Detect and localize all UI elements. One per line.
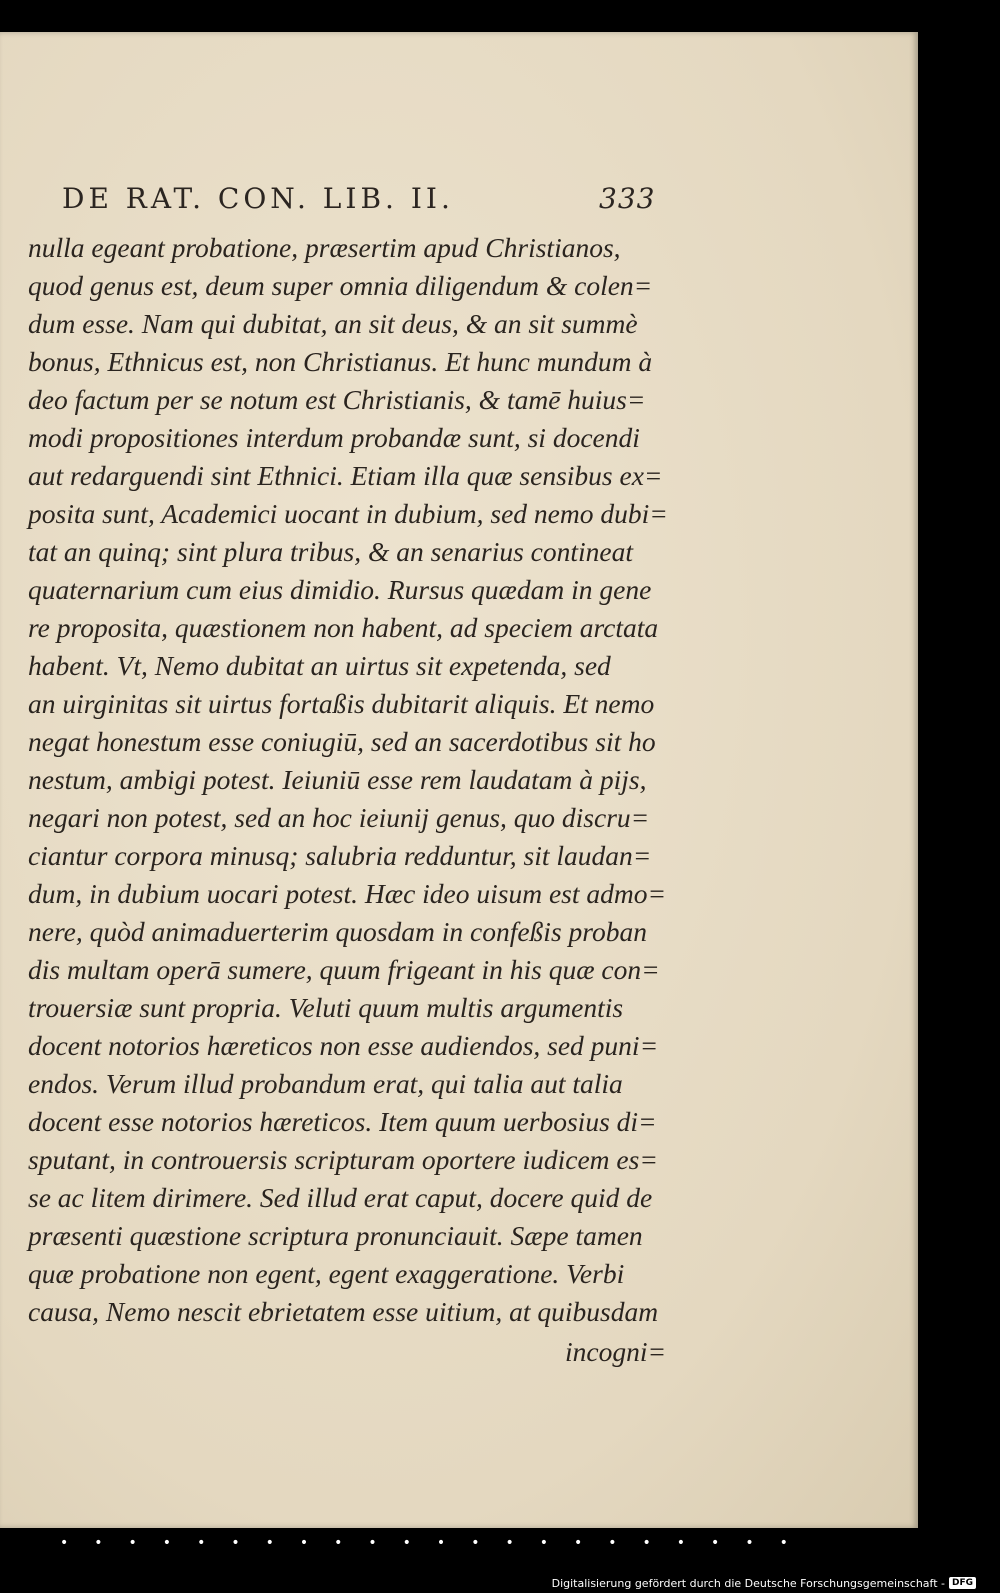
book-page — [0, 32, 918, 1528]
text-line: nere, quòd animaduerterim quosdam in confeßis proban — [28, 916, 647, 947]
text-line: posita sunt, Academici uocant in dubium, sed nemo dubi= — [28, 498, 668, 529]
text-line: præsenti quæstione scriptura pronunciauit. Sæpe tamen — [28, 1220, 643, 1251]
body-text — [28, 229, 688, 1331]
scan-edge-dots: • • • • • • • • • • • • • • • • • • • • • • — [60, 1535, 788, 1551]
text-line: negari non potest, sed an hoc ieiunij genus, quo discru= — [28, 802, 650, 833]
dfg-logo-icon: DFG — [949, 1577, 976, 1589]
page-number: 333 — [599, 182, 656, 215]
text-line: ciantur corpora minusq; salubria redduntur, sit laudan= — [28, 840, 652, 871]
text-line: dis multam operā sumere, quum frigeant in his quæ con= — [28, 954, 660, 985]
text-line: trouersiæ sunt propria. Veluti quum multis argumentis — [28, 992, 624, 1023]
text-line: quaternarium cum eius dimidio. Rursus quædam in gene — [28, 574, 652, 605]
text-line: habent. Vt, Nemo dubitat an uirtus sit expetenda, sed — [28, 650, 611, 681]
catchword: incogni= — [565, 1336, 667, 1367]
text-line: dum, in dubium uocari potest. Hæc ideo uisum est admo= — [28, 878, 667, 909]
text-line: sputant, in controuersis scripturam oportere iudicem es= — [28, 1144, 658, 1175]
text-line: docent esse notorios hæreticos. Item quum uerbosius di= — [28, 1106, 657, 1137]
text-line: modi propositiones interdum probandæ sunt, si docendi — [28, 422, 640, 453]
footer-text: Digitalisierung gefördert durch die Deutsche Forschungsgemeinschaft - — [551, 1576, 945, 1590]
running-title: DE RAT. CON. LIB. II. — [62, 182, 454, 215]
text-line: nulla egeant probatione, præsertim apud Christianos, — [28, 232, 621, 263]
text-line: docent notorios hæreticos non esse audiendos, sed puni= — [28, 1030, 659, 1061]
text-line: deo factum per se notum est Christianis, & tamē huius= — [28, 384, 646, 415]
text-line: nestum, ambigi potest. Ieiuniū esse rem laudatam à pijs, — [28, 764, 647, 795]
text-line: quæ probatione non egent, egent exaggeratione. Verbi — [28, 1258, 625, 1289]
text-line: causa, Nemo nescit ebrietatem esse uitium, at quibusdam — [28, 1296, 659, 1327]
digitization-footer — [552, 1575, 976, 1591]
text-line: an uirginitas sit uirtus fortaßis dubitarit aliquis. Et nemo — [28, 688, 655, 719]
text-line: endos. Verum illud probandum erat, qui talia aut talia — [28, 1068, 623, 1099]
text-line: negat honestum esse coniugiū, sed an sacerdotibus sit ho — [28, 726, 656, 757]
text-line: bonus, Ethnicus est, non Christianus. Et hunc mundum à — [28, 346, 653, 377]
text-line: aut redarguendi sint Ethnici. Etiam illa quæ sensibus ex= — [28, 460, 663, 491]
text-line: dum esse. Nam qui dubitat, an sit deus, & an sit summè — [28, 308, 638, 339]
text-line: se ac litem dirimere. Sed illud erat caput, docere quid de — [28, 1182, 653, 1213]
text-line: re proposita, quæstionem non habent, ad speciem arctata — [28, 612, 659, 643]
text-line: quod genus est, deum super omnia diligendum & colen= — [28, 270, 653, 301]
text-line: tat an quinq; sint plura tribus, & an senarius contineat — [28, 536, 634, 567]
page-header — [62, 182, 682, 222]
